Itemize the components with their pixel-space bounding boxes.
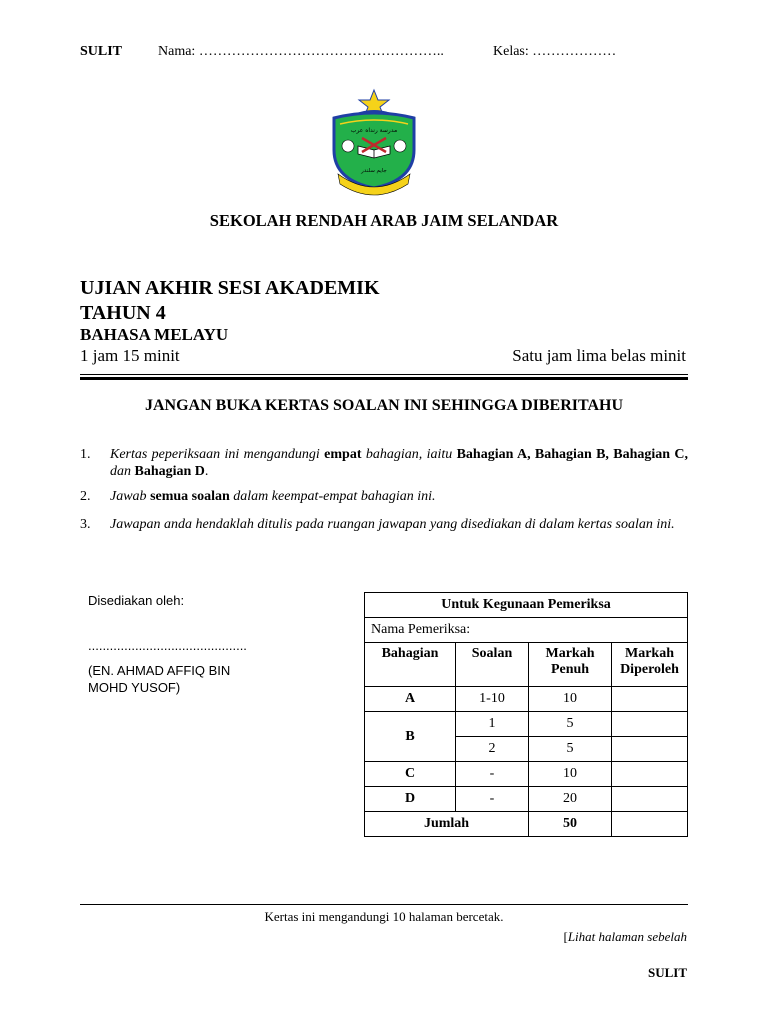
total-value: 50 <box>529 812 612 837</box>
table-row <box>365 787 688 812</box>
instruction-number: 2. <box>80 489 91 504</box>
page-count-note: Kertas ini mengandungi 10 halaman bercetak. <box>264 909 504 924</box>
full-marks-cell: 10 <box>529 687 612 712</box>
footer-sulit-label: SULIT <box>647 965 687 980</box>
class-field: Kelas: ……………… <box>493 44 617 59</box>
total-label: Jumlah <box>365 812 529 837</box>
instruction-text: Jawab semua soalan dalam keempat-empat bahagian ini. <box>110 489 436 504</box>
section-cell: A <box>365 687 456 712</box>
header-marks-obtained: Markah Diperoleh <box>612 643 688 687</box>
signature-line: ............................................ <box>88 638 247 653</box>
exam-duration: 1 jam 15 minit <box>80 346 180 365</box>
section-cell: B <box>365 712 456 762</box>
question-cell: - <box>456 787 529 812</box>
instruction-item <box>80 516 688 533</box>
section-cell: D <box>365 787 456 812</box>
examiner-name-cell: Nama Pemeriksa: <box>365 618 688 643</box>
total-obtained-cell[interactable] <box>612 812 688 837</box>
warning-text: JANGAN BUKA KERTAS SOALAN INI SEHINGGA DIBERITAHU <box>144 397 624 414</box>
sulit-label: SULIT <box>80 44 123 59</box>
instruction-item <box>80 446 688 480</box>
school-crest-logo <box>324 88 424 200</box>
header-full-marks: Markah Penuh <box>529 643 612 687</box>
instruction-number: 3. <box>80 517 91 532</box>
marks-obtained-cell[interactable] <box>612 787 688 812</box>
exam-title: UJIAN AKHIR SESI AKADEMIK <box>80 277 380 299</box>
name-field: Nama: …………………………………………….. <box>158 44 444 59</box>
preparer-name-line2: MOHD YUSOF) <box>88 680 181 695</box>
header-section: Bahagian <box>365 643 456 687</box>
crest-text-bottom: جايم سلندر <box>361 168 387 174</box>
marks-obtained-cell[interactable] <box>612 737 688 762</box>
full-marks-cell: 5 <box>529 737 612 762</box>
marks-obtained-cell[interactable] <box>612 687 688 712</box>
exam-year: TAHUN 4 <box>80 302 166 324</box>
question-cell: - <box>456 762 529 787</box>
header-question: Soalan <box>456 643 529 687</box>
question-cell: 1 <box>456 712 529 737</box>
divider-thick <box>80 377 688 380</box>
exam-duration-words: Satu jam lima belas minit <box>512 346 686 365</box>
marks-obtained-cell[interactable] <box>612 712 688 737</box>
instruction-text: Jawapan anda hendaklah ditulis pada ruangan jawapan yang disediakan di dalam kertas soalan ini. <box>110 517 675 532</box>
full-marks-cell: 20 <box>529 787 612 812</box>
instruction-item <box>80 488 688 505</box>
question-cell: 2 <box>456 737 529 762</box>
preparer-name-line1: (EN. AHMAD AFFIQ BIN <box>88 663 231 678</box>
next-page-note: [Lihat halaman sebelah <box>563 929 687 944</box>
prepared-by-label: Disediakan oleh: <box>88 593 185 608</box>
full-marks-cell: 5 <box>529 712 612 737</box>
table-row <box>365 712 688 737</box>
question-cell: 1-10 <box>456 687 529 712</box>
school-name: SEKOLAH RENDAH ARAB JAIM SELANDAR <box>209 211 559 230</box>
crest-text-top: مدرسة رنداه عرب <box>350 127 398 134</box>
section-cell: C <box>365 762 456 787</box>
marks-obtained-cell[interactable] <box>612 762 688 787</box>
instruction-number: 1. <box>80 447 91 462</box>
table-row <box>365 762 688 787</box>
examiner-table <box>364 592 688 837</box>
total-row <box>365 812 688 837</box>
instruction-text: Kertas peperiksaan ini mengandungi empat bahagian, iaitu Bahagian A, Bahagian B, Bahagian C, dan Bahagian D. <box>110 447 689 479</box>
table-row <box>365 687 688 712</box>
footer-divider <box>80 904 688 905</box>
table-title: Untuk Kegunaan Pemeriksa <box>365 593 688 618</box>
full-marks-cell: 10 <box>529 762 612 787</box>
divider-thin <box>80 374 688 375</box>
table-header-row <box>365 643 688 687</box>
exam-subject: BAHASA MELAYU <box>80 325 229 344</box>
